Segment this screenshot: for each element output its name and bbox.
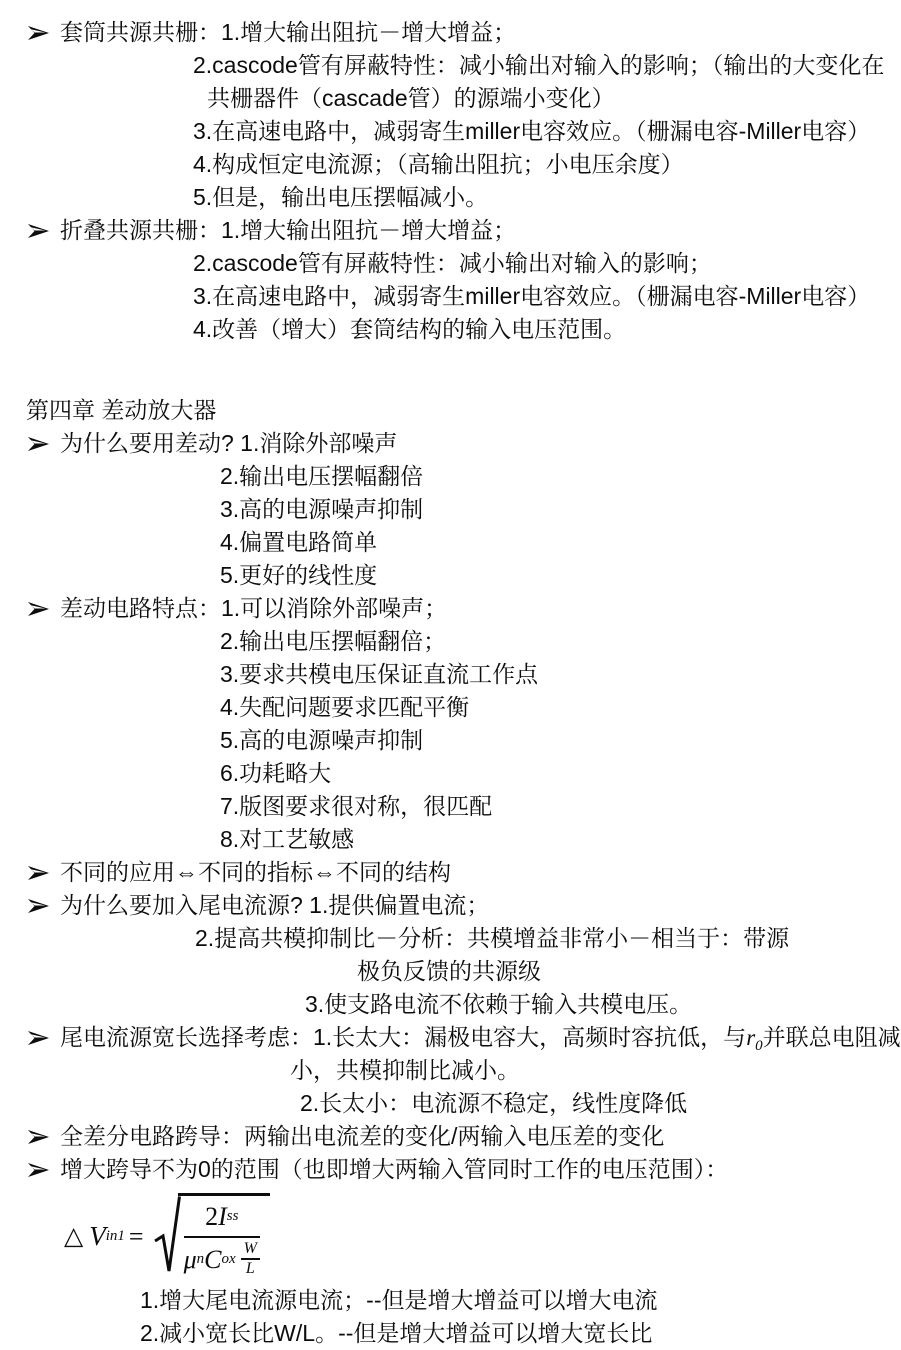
diff-features-title-line: 差动电路特点：1.可以消除外部噪声； bbox=[60, 595, 448, 621]
chapter-heading: 第四章 差动放大器 bbox=[26, 397, 217, 423]
diff-features-point-4: 4.失配问题要求匹配平衡 bbox=[220, 694, 470, 720]
diff-features-point-2: 2.输出电压摆幅翻倍； bbox=[220, 628, 447, 654]
diff-features-point-8: 8.对工艺敏感 bbox=[220, 826, 355, 852]
formula-lhs-subscript: in1 bbox=[105, 1227, 125, 1244]
tail-wl-text-before: 尾电流源宽长选择考虑：1.长太大：漏极电容大，高频时容抗低，与 bbox=[60, 1024, 747, 1050]
radical-sign-icon bbox=[154, 1195, 181, 1279]
folded-point-2: 2.cascode管有屏蔽特性：减小输出对输入的影响； bbox=[193, 250, 712, 276]
bullet-item-tail-wl-sizing bbox=[0, 1021, 901, 1054]
increase-gm-point-2: 2.减小宽长比W/L。--但是增大增益可以增大宽长比 bbox=[140, 1320, 653, 1346]
numerator-coefficient: 2 bbox=[205, 1202, 219, 1231]
formula-numerator bbox=[205, 1200, 238, 1233]
telescopic-point-5: 5.但是，输出电压摆幅减小。 bbox=[193, 184, 489, 210]
math-var-r: r bbox=[746, 1025, 756, 1050]
formula-denominator bbox=[184, 1240, 260, 1278]
denominator-mu: μ bbox=[183, 1244, 197, 1274]
why-tail-point-2-wrap: 极负反馈的共源级 bbox=[357, 958, 541, 984]
telescopic-point-3: 3.在高速电路中，减弱寄生miller电容效应。（栅漏电容-Miller电容） bbox=[193, 118, 871, 144]
numerator-subscript: ss bbox=[226, 1208, 239, 1224]
formula-lhs-variable: V bbox=[89, 1220, 106, 1251]
telescopic-point-4: 4.构成恒定电流源；（高输出阻抗；小电压余度） bbox=[193, 151, 684, 177]
telescopic-point-2: 2.cascode管有屏蔽特性：减小输出对输入的影响；（输出的大变化在 bbox=[193, 52, 885, 78]
bullet-item-why-differential bbox=[0, 427, 896, 460]
folded-point-4: 4.改善（增大）套筒结构的输入电压范围。 bbox=[193, 316, 627, 342]
arrow-bullet-icon bbox=[26, 1028, 50, 1048]
formula-radicand bbox=[178, 1193, 270, 1278]
formula-equals-sign: = bbox=[128, 1221, 144, 1251]
formula-square-root bbox=[154, 1193, 270, 1279]
wl-ratio-fraction bbox=[241, 1240, 260, 1278]
arrow-bullet-icon bbox=[26, 863, 50, 883]
arrow-bullet-icon bbox=[26, 221, 50, 241]
arrow-bullet-icon bbox=[26, 1160, 50, 1180]
why-differential-point-2: 2.输出电压摆幅翻倍 bbox=[220, 463, 424, 489]
bullet-item-application-mapping bbox=[0, 856, 896, 889]
arrow-bullet-icon bbox=[26, 23, 50, 43]
telescopic-title-line: 套筒共源共栅：1.增大输出阻抗－增大增益； bbox=[60, 19, 517, 45]
bullet-item-folded-cascode bbox=[0, 214, 896, 247]
bullet-item-increase-gm-range bbox=[0, 1153, 896, 1186]
application-mapping-line: 不同的应用⇔不同的指标⇔不同的结构 bbox=[60, 859, 451, 885]
bullet-item-why-tail-current bbox=[0, 889, 896, 922]
why-tail-current-title-line: 为什么要加入尾电流源? 1.提供偏置电流； bbox=[60, 892, 490, 918]
fraction-bar bbox=[184, 1236, 260, 1238]
wl-ratio-denominator: L bbox=[245, 1260, 255, 1277]
bullet-item-telescopic-cascode bbox=[0, 16, 896, 49]
diff-features-point-3: 3.要求共模电压保证直流工作点 bbox=[220, 661, 539, 687]
bullet-item-fully-diff-gm bbox=[0, 1120, 896, 1153]
formula-delta-symbol: △ bbox=[64, 1221, 84, 1250]
arrow-bullet-icon bbox=[26, 1127, 50, 1147]
fully-diff-gm-line: 全差分电路跨导：两输出电流差的变化/两输入电压差的变化 bbox=[60, 1123, 665, 1149]
tail-wl-point-1-wrap: 小，共模抑制比减小。 bbox=[290, 1057, 520, 1083]
denominator-cox-subscript: ox bbox=[221, 1250, 236, 1267]
arrow-bullet-icon bbox=[26, 434, 50, 454]
why-differential-point-3: 3.高的电源噪声抑制 bbox=[220, 496, 424, 522]
denominator-cox: C bbox=[204, 1244, 222, 1274]
diff-features-point-5: 5.高的电源噪声抑制 bbox=[220, 727, 424, 753]
folded-title-line: 折叠共源共栅：1.增大输出阻抗－增大增益； bbox=[60, 217, 517, 243]
telescopic-point-2-wrap: 共栅器件（cascade管）的源端小变化） bbox=[207, 85, 615, 111]
increase-gm-point-1: 1.增大尾电流源电流；--但是增大增益可以增大电流 bbox=[140, 1287, 658, 1313]
why-differential-title-line: 为什么要用差动? 1.消除外部噪声 bbox=[60, 430, 398, 456]
formula-fraction bbox=[184, 1200, 260, 1278]
vin-range-formula bbox=[64, 1192, 896, 1280]
bullet-item-diff-features bbox=[0, 592, 896, 625]
why-differential-point-4: 4.偏置电路简单 bbox=[220, 529, 378, 555]
why-tail-point-3: 3.使支路电流不依赖于输入共模电压。 bbox=[305, 991, 693, 1017]
arrow-bullet-icon bbox=[26, 599, 50, 619]
arrow-bullet-icon bbox=[26, 896, 50, 916]
tail-wl-point-2: 2.长太小：电流源不稳定，线性度降低 bbox=[300, 1090, 688, 1116]
numerator-variable: I bbox=[218, 1202, 227, 1231]
tail-wl-text-after: 并联总电阻减 bbox=[762, 1024, 901, 1050]
diff-features-point-7: 7.版图要求很对称，很匹配 bbox=[220, 793, 493, 819]
diff-features-point-6: 6.功耗略大 bbox=[220, 760, 332, 786]
folded-point-3: 3.在高速电路中，减弱寄生miller电容效应。（栅漏电容-Miller电容） bbox=[193, 283, 871, 309]
math-sub-0: 0 bbox=[755, 1038, 763, 1054]
why-differential-point-5: 5.更好的线性度 bbox=[220, 562, 378, 588]
wl-ratio-numerator: W bbox=[241, 1240, 260, 1260]
why-tail-point-2: 2.提高共模抑制比－分析：共模增益非常小－相当于：带源 bbox=[195, 925, 790, 951]
increase-gm-range-title-line: 增大跨导不为0的范围（也即增大两输入管同时工作的电压范围）： bbox=[60, 1156, 729, 1182]
tail-wl-title-line bbox=[60, 1024, 901, 1054]
denominator-mu-subscript: n bbox=[196, 1250, 205, 1267]
